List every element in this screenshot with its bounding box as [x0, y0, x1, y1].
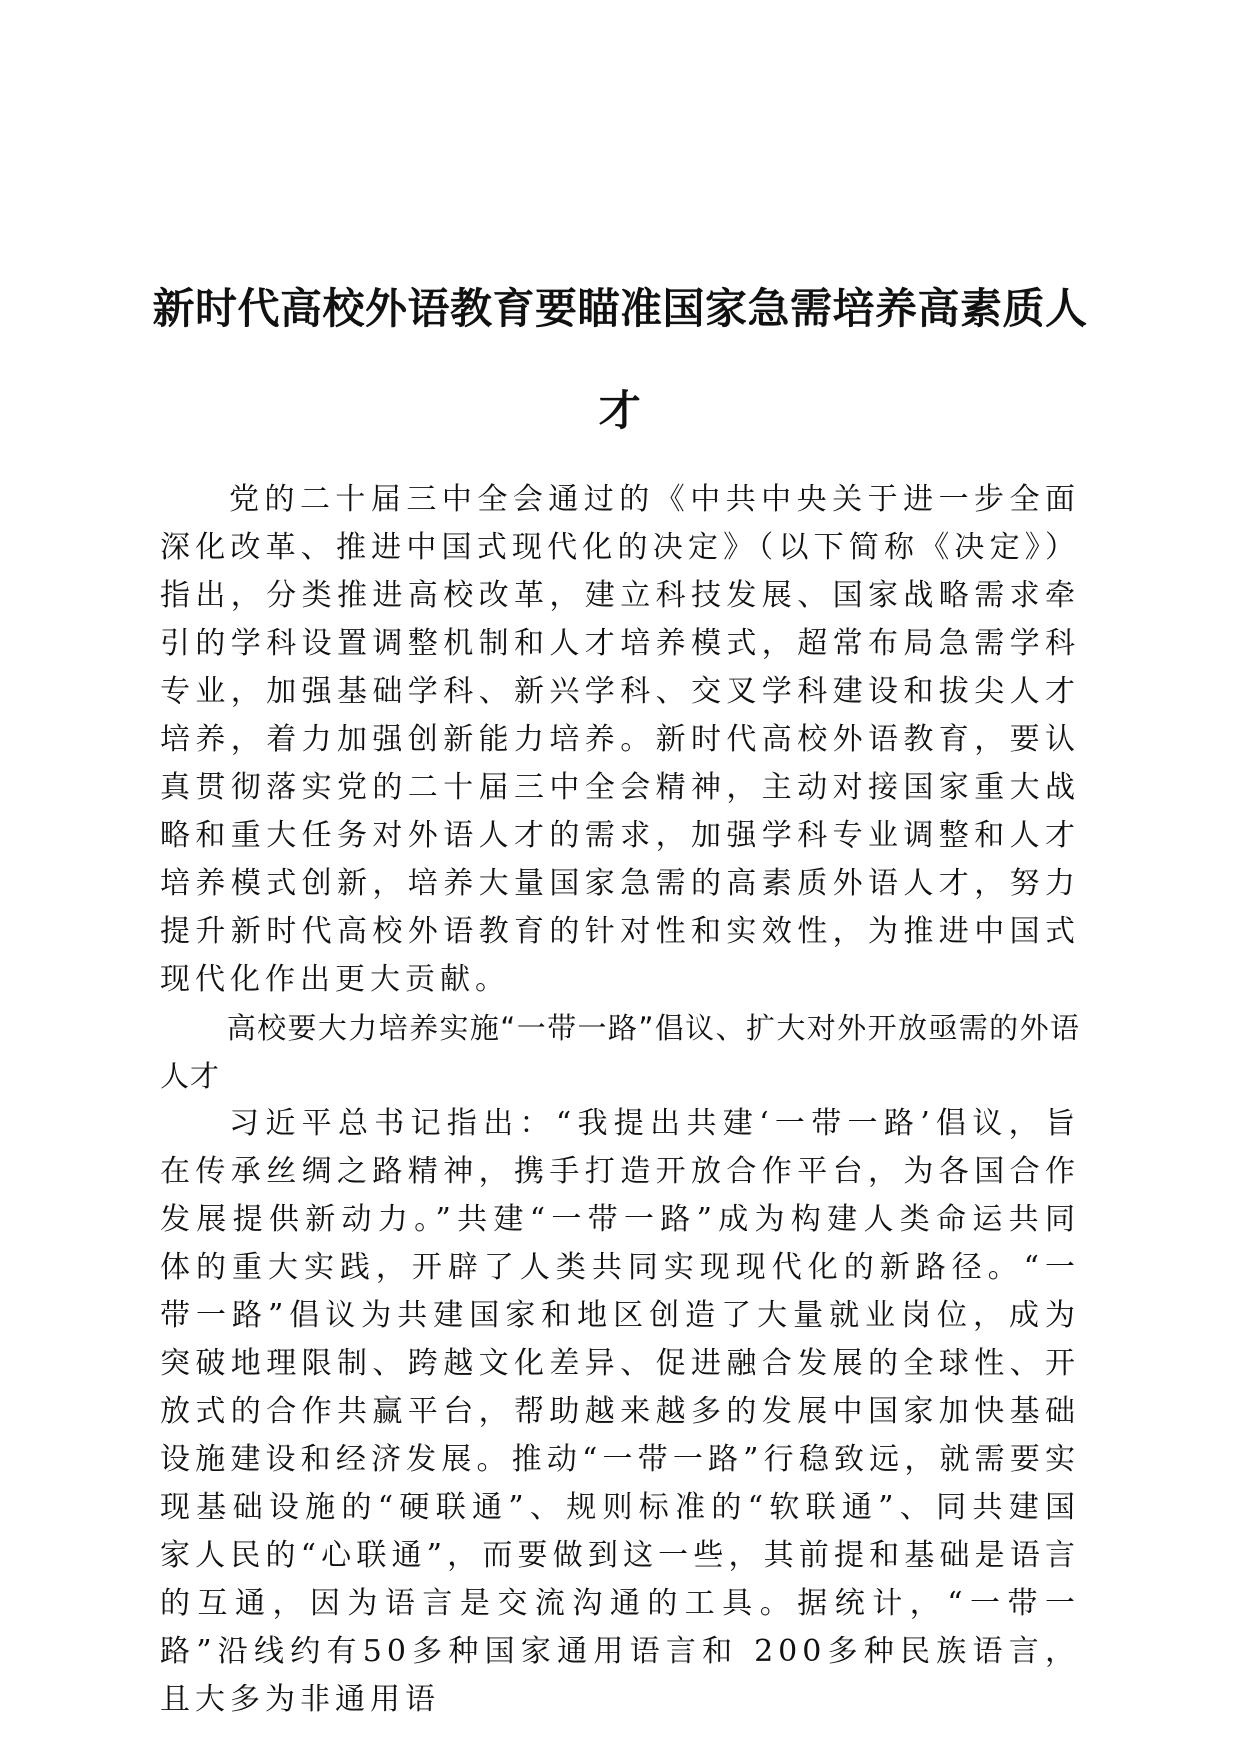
document-title: 新时代高校外语教育要瞄准国家急需培养高素质人才 [152, 284, 1088, 435]
document-body [160, 476, 1080, 1724]
section-paragraph: 习近平总书记指出：“我提出共建‘一带一路’倡议，旨在传承丝绸之路精神，携手打造开放合作平台，为各国合作发展提供新动力。”共建“一带一路”成为构建人类命运共同体的重大实践，开辟了人类共同实现现代化的新路径。“一带一路”倡议为共建国家和地区创造了大量就业岗位，成为突破地理限制、跨越文化差异、促进融合发展的全球性、开放式的合作共赢平台，帮助越来越多的发展中国家加快基础设施建设和经济发展。推动“一带一路”行稳致远，就需要实现基础设施的“硬联通”、规则标准的“软联通”、同共建国家人民的“心联通”，而要做到这一些，其前提和基础是语言的互通，因为语言是交流沟通的工具。据统计，“一带一路”沿线约有50多种国家通用语言和 200多种民族语言，且大多为非通用语 [160, 1106, 1080, 1717]
section-heading: 高校要大力培养实施“一带一路”倡议、扩大对外开放亟需的外语人才 [160, 1011, 1080, 1093]
intro-paragraph: 党的二十届三中全会通过的《中共中央关于进一步全面深化改革、推进中国式现代化的决定》（以下简称《决定》）指出，分类推进高校改革，建立科技发展、国家战略需求牵引的学科设置调整机制和人才培养模式，超常布局急需学科专业，加强基础学科、新兴学科、交叉学科建设和拔尖人才培养，着力加强创新能力培养。新时代高校外语教育，要认真贯彻落实党的二十届三中全会精神，主动对接国家重大战略和重大任务对外语人才的需求，加强学科专业调整和人才培养模式创新，培养大量国家急需的高素质外语人才，努力提升新时代高校外语教育的针对性和实效性，为推进中国式现代化作出更大贡献。 [160, 482, 1080, 997]
